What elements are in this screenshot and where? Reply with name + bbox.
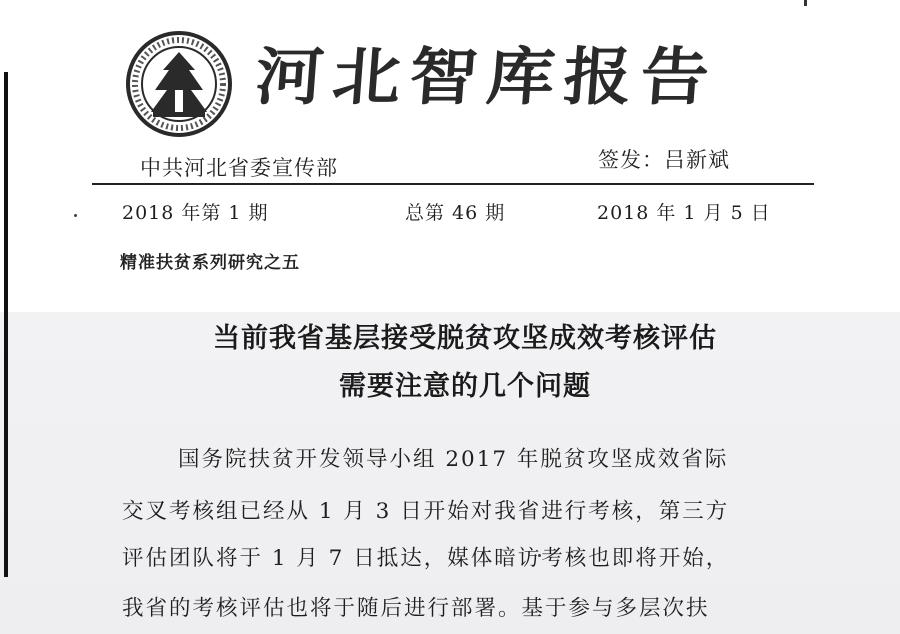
body-line: 评估团队将于 1 月 7 日抵达，媒体暗访考核也即将开始，: [122, 546, 730, 571]
article-title-line-2: 需要注意的几个问题: [339, 371, 591, 402]
left-margin-rule: [4, 72, 8, 577]
masthead-char: 河: [252, 40, 326, 114]
total-issue-number: 总第 46 期: [405, 202, 506, 224]
issuing-organization: 中共河北省委宣传部: [140, 156, 338, 180]
masthead-char: 库: [483, 40, 557, 114]
body-line: 国务院扶贫开发领导小组 2017 年脱贫攻坚成效省际: [178, 447, 729, 472]
issue-date: 2018 年 1 月 5 日: [597, 202, 771, 224]
signer: 签发：吕新斌: [598, 148, 730, 172]
series-label: 精准扶贫系列研究之五: [120, 253, 300, 273]
article-title-line-1: 当前我省基层接受脱贫攻坚成效考核评估: [213, 323, 717, 354]
issue-number: 2018 年第 1 期: [122, 202, 269, 224]
scan-speck: [74, 214, 77, 217]
masthead-char: 北: [329, 40, 403, 114]
masthead-char: 报: [560, 40, 634, 114]
body-line: 交叉考核组已经从 1 月 3 日开始对我省进行考核，第三方: [122, 499, 730, 524]
header-rule: [92, 183, 814, 185]
emblem-logo: [125, 30, 233, 138]
masthead-title: [252, 30, 816, 114]
scan-shade: [0, 312, 900, 634]
scan-mark: [804, 0, 807, 6]
body-line: 我省的考核评估也将于随后进行部署。基于参与多层次扶: [122, 596, 710, 621]
masthead-char: 告: [637, 40, 711, 114]
masthead-char: 智: [406, 40, 480, 114]
